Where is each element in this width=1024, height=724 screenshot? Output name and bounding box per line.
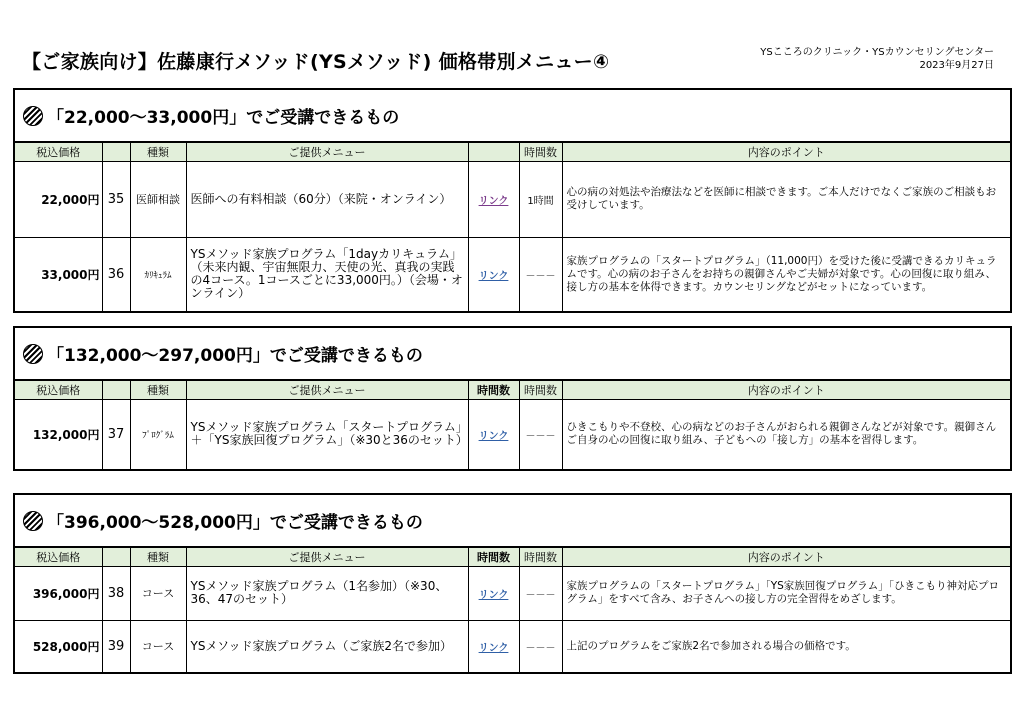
- section-header: [13, 88, 1012, 141]
- table-header-row: [14, 142, 1011, 161]
- detail-link[interactable]: リンク: [478, 642, 509, 654]
- link-cell: [468, 399, 519, 470]
- category-cell: コース: [130, 566, 186, 620]
- col-header-category: 種類: [130, 547, 186, 566]
- category-cell: 医師相談: [130, 161, 186, 237]
- col-header-points: 内容のポイント: [562, 380, 1011, 399]
- item-number: 39: [102, 620, 130, 673]
- price-cell: 396,000円: [14, 566, 102, 620]
- menu-cell: YSメソッド家族プログラム「1dayカリキュラム」（未来内観、宇宙無限力、天使の光、真我の実践の4コース。1コースごとに33,000円。）（会場・オンライン）: [186, 237, 468, 312]
- table-row: [14, 620, 1011, 673]
- link-cell: [468, 620, 519, 673]
- org-info: [760, 46, 994, 72]
- item-number: 38: [102, 566, 130, 620]
- table-header-row: [14, 547, 1011, 566]
- section-header: [13, 493, 1012, 546]
- section-header: [13, 326, 1012, 379]
- col-header-price: 税込価格: [14, 142, 102, 161]
- item-number: 37: [102, 399, 130, 470]
- col-header-menu: ご提供メニュー: [186, 380, 468, 399]
- org-name: YSこころのクリニック・YSカウンセリングセンター: [760, 47, 994, 58]
- price-cell: 528,000円: [14, 620, 102, 673]
- menu-cell: YSメソッド家族プログラム（ご家族2名で参加）: [186, 620, 468, 673]
- col-header-link: [468, 142, 519, 161]
- col-header-points: 内容のポイント: [562, 547, 1011, 566]
- category-cell: ｶﾘｷｭﾗﾑ: [130, 237, 186, 312]
- item-number: 35: [102, 161, 130, 237]
- hours-cell: －－－: [519, 620, 562, 673]
- col-header-number: [102, 547, 130, 566]
- col-header-number: [102, 142, 130, 161]
- point-cell: 家族プログラムの「スタートプログラム」「YS家族回復プログラム」「ひきこもり神対応プログラム」をすべて含み、お子さんへの接し方の完全習得をめざします。: [562, 566, 1011, 620]
- hatched-circle-icon: [23, 344, 43, 364]
- col-header-hours: 時間数: [519, 547, 562, 566]
- price-section-3: [13, 493, 1012, 674]
- menu-cell: YSメソッド家族プログラム「スタートプログラム」＋「YS家族回復プログラム」（※30と36のセット）: [186, 399, 468, 470]
- link-cell: [468, 161, 519, 237]
- hatched-circle-icon: [23, 106, 43, 126]
- item-number: 36: [102, 237, 130, 312]
- col-header-points: 内容のポイント: [562, 142, 1011, 161]
- col-header-price: 税込価格: [14, 547, 102, 566]
- col-header-hours: 時間数: [519, 380, 562, 399]
- menu-table: [13, 379, 1012, 471]
- price-cell: 33,000円: [14, 237, 102, 312]
- table-header-row: [14, 380, 1011, 399]
- col-header-category: 種類: [130, 380, 186, 399]
- col-header-hours: 時間数: [519, 142, 562, 161]
- col-header-category: 種類: [130, 142, 186, 161]
- hours-cell: －－－: [519, 399, 562, 470]
- hours-cell: －－－: [519, 566, 562, 620]
- page-title: 【ご家族向け】佐藤康行メソッド(YSメソッド) 価格帯別メニュー④: [22, 51, 610, 73]
- col-header-price: 税込価格: [14, 380, 102, 399]
- hatched-circle-icon: [23, 511, 43, 531]
- table-row: [14, 237, 1011, 312]
- hours-cell: －－－: [519, 237, 562, 312]
- detail-link[interactable]: リンク: [478, 270, 509, 282]
- table-row: [14, 566, 1011, 620]
- point-cell: 家族プログラムの「スタートプログラム」（11,000円）を受けた後に受講できるカリキュラムです。心の病のお子さんをお持ちの親御さんやご夫婦が対象です。心の回復に取り組み、接し方の基本を体得できます。カウンセリングなどがセットになっています。: [562, 237, 1011, 312]
- price-section-1: [13, 88, 1012, 313]
- link-cell: [468, 237, 519, 312]
- col-header-link: 時間数: [468, 380, 519, 399]
- price-cell: 132,000円: [14, 399, 102, 470]
- table-row: [14, 399, 1011, 470]
- col-header-menu: ご提供メニュー: [186, 142, 468, 161]
- menu-table: [13, 141, 1012, 313]
- point-cell: 心の病の対処法や治療法などを医師に相談できます。ご本人だけでなくご家族のご相談もお受けしています。: [562, 161, 1011, 237]
- section-title: 「396,000～528,000円」でご受講できるもの: [47, 513, 423, 533]
- point-cell: 上記のプログラムをご家族2名で参加される場合の価格です。: [562, 620, 1011, 673]
- col-header-menu: ご提供メニュー: [186, 547, 468, 566]
- link-cell: [468, 566, 519, 620]
- category-cell: ﾌﾟﾛｸﾞﾗﾑ: [130, 399, 186, 470]
- price-section-2: [13, 326, 1012, 471]
- section-title: 「22,000～33,000円」でご受講できるもの: [47, 108, 400, 128]
- hours-cell: 1時間: [519, 161, 562, 237]
- menu-cell: YSメソッド家族プログラム（1名参加）（※30、36、47のセット）: [186, 566, 468, 620]
- point-cell: ひきこもりや不登校、心の病などのお子さんがおられる親御さんなどが対象です。親御さんご自身の心の回復に取り組み、子どもへの「接し方」の基本を習得します。: [562, 399, 1011, 470]
- col-header-number: [102, 380, 130, 399]
- price-cell: 22,000円: [14, 161, 102, 237]
- col-header-link: 時間数: [468, 547, 519, 566]
- detail-link[interactable]: リンク: [478, 589, 509, 601]
- section-title: 「132,000～297,000円」でご受講できるもの: [47, 346, 423, 366]
- detail-link[interactable]: リンク: [478, 430, 509, 442]
- table-row: [14, 161, 1011, 237]
- menu-table: [13, 546, 1012, 674]
- doc-date: 2023年9月27日: [919, 60, 994, 71]
- menu-cell: 医師への有料相談（60分）（来院・オンライン）: [186, 161, 468, 237]
- detail-link[interactable]: リンク: [478, 195, 509, 207]
- category-cell: コース: [130, 620, 186, 673]
